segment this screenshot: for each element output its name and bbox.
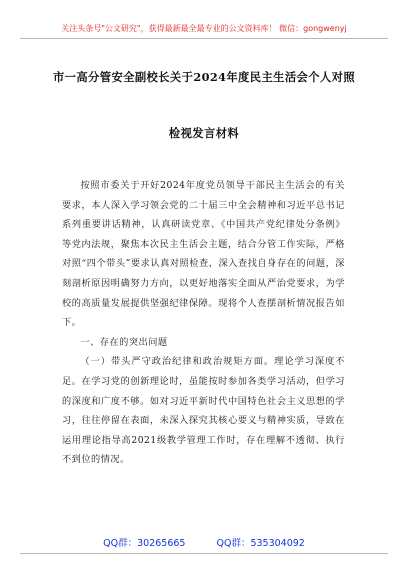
body-paragraph-intro: 按照市委关于开好2024年度党员领导干部民主生活会的有关要求，本人深入学习领会党的二十届三中全会精神和习近平总书记系列重要讲话精神，认真研读党章、《中国共产党纪律处分条例》等党内法规，聚焦本次民主生活会主题，结合分管工作实际，严格对照“四个带头”要求认真对照检查，深入查找自身存在的问题，深刻剖析原因明确努力方向，以更好地落实全面从严治党要求，为学校的高质量发展提供坚强纪律保障。现将个人查摆剖析情况报告如下。 xyxy=(62,180,345,329)
header-note: 关注头条号"公文研究"，获得最新最全最专业的公文资料库！ 微信：gongwenyj xyxy=(61,24,347,33)
document-body xyxy=(62,176,345,470)
footer-divider xyxy=(20,553,388,554)
section-heading: 一、存在的突出问题 xyxy=(80,336,168,348)
header-divider xyxy=(20,38,388,39)
document-title-line-2: 检视发言材料 xyxy=(168,126,240,140)
footer xyxy=(0,535,408,549)
document-title-line-1: 市一高分管安全副校长关于2024年度民主生活会个人对照 xyxy=(52,70,356,84)
footer-qq-group-1: QQ群：30265665 xyxy=(103,538,186,549)
body-paragraph-1: （一）带头严守政治纪律和政治规矩方面。理论学习深度不足。在学习党的创新理论时，虽能按时参加各类学习活动，但学习的深度和广度不够。如对习近平新时代中国特色社会主义思想的学习，往往停留在表面，未深入探究其核心要义与精神实质，导致在运用理论指导高2021级教学管理工作时，存在理解不透彻、执行不到位的情况。 xyxy=(62,356,345,466)
footer-qq-group-2: QQ群：535304092 xyxy=(216,538,305,549)
